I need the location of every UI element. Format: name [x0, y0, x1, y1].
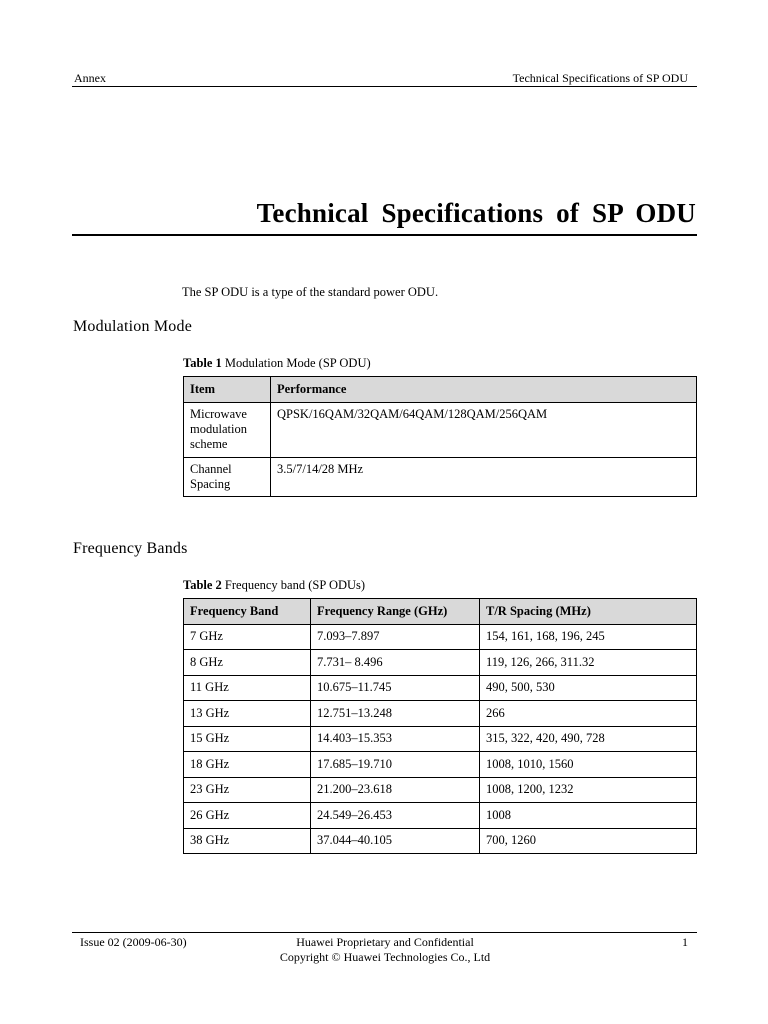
table-header-row — [184, 377, 697, 403]
table-1-label: Table 1 — [183, 356, 222, 370]
table-cell: 1008 — [480, 803, 697, 829]
table-cell: 24.549–26.453 — [311, 803, 480, 829]
column-header-item: Item — [184, 377, 271, 403]
footer-issue: Issue 02 (2009-06-30) — [80, 935, 187, 949]
header-annex-label: Annex — [74, 71, 106, 85]
table-row — [184, 650, 697, 676]
column-header-frequency-range: Frequency Range (GHz) — [311, 599, 480, 625]
table-cell: Channel Spacing — [184, 458, 271, 497]
table-cell: 23 GHz — [184, 777, 311, 803]
table-cell: 38 GHz — [184, 828, 311, 854]
table-row — [184, 675, 697, 701]
table-cell: 14.403–15.353 — [311, 726, 480, 752]
table-cell: 26 GHz — [184, 803, 311, 829]
table-2-caption — [183, 578, 365, 593]
table-cell: 12.751–13.248 — [311, 701, 480, 727]
title-underline — [72, 234, 697, 236]
table-row — [184, 803, 697, 829]
column-header-tr-spacing: T/R Spacing (MHz) — [480, 599, 697, 625]
intro-paragraph: The SP ODU is a type of the standard power ODU. — [182, 285, 439, 299]
modulation-mode-table — [183, 376, 697, 497]
page-number: 1 — [682, 935, 688, 949]
table-1-caption-text: Modulation Mode (SP ODU) — [224, 356, 371, 370]
footer-proprietary-line: Huawei Proprietary and Confidential — [296, 935, 474, 949]
frequency-bands-table — [183, 598, 697, 854]
table-header-row — [184, 599, 697, 625]
table-2-caption-text: Frequency band (SP ODUs) — [224, 578, 366, 592]
table-cell: 10.675–11.745 — [311, 675, 480, 701]
table-cell: 119, 126, 266, 311.32 — [480, 650, 697, 676]
table-cell: 7.731– 8.496 — [311, 650, 480, 676]
table-cell: 1008, 1200, 1232 — [480, 777, 697, 803]
table-cell: 21.200–23.618 — [311, 777, 480, 803]
table-cell: 7 GHz — [184, 624, 311, 650]
section-heading-frequency-bands: Frequency Bands — [73, 540, 188, 557]
table-row — [184, 403, 697, 458]
table-1-caption — [183, 356, 371, 371]
table-row — [184, 458, 697, 497]
table-cell: 7.093–7.897 — [311, 624, 480, 650]
table-cell: 315, 322, 420, 490, 728 — [480, 726, 697, 752]
table-cell: 8 GHz — [184, 650, 311, 676]
table-cell: 266 — [480, 701, 697, 727]
footer-divider — [72, 932, 697, 933]
table-cell: Microwave modulation scheme — [184, 403, 271, 458]
table-2-label: Table 2 — [183, 578, 222, 592]
table-cell: 37.044–40.105 — [311, 828, 480, 854]
table-cell: 3.5/7/14/28 MHz — [271, 458, 697, 497]
table-cell: 13 GHz — [184, 701, 311, 727]
table-cell: QPSK/16QAM/32QAM/64QAM/128QAM/256QAM — [271, 403, 697, 458]
footer-copyright — [220, 935, 550, 965]
page-title: Technical Specifications of SP ODU — [256, 198, 696, 228]
section-heading-modulation-mode: Modulation Mode — [73, 318, 192, 335]
table-row — [184, 752, 697, 778]
table-cell: 18 GHz — [184, 752, 311, 778]
table-row — [184, 777, 697, 803]
table-row — [184, 624, 697, 650]
header-divider — [72, 86, 697, 87]
column-header-performance: Performance — [271, 377, 697, 403]
table-row — [184, 701, 697, 727]
table-cell: 17.685–19.710 — [311, 752, 480, 778]
table-cell: 15 GHz — [184, 726, 311, 752]
table-cell: 700, 1260 — [480, 828, 697, 854]
table-row — [184, 828, 697, 854]
table-cell: 154, 161, 168, 196, 245 — [480, 624, 697, 650]
table-cell: 11 GHz — [184, 675, 311, 701]
footer-copyright-line: Copyright © Huawei Technologies Co., Ltd — [279, 950, 491, 964]
table-cell: 490, 500, 530 — [480, 675, 697, 701]
column-header-frequency-band: Frequency Band — [184, 599, 311, 625]
table-row — [184, 726, 697, 752]
table-cell: 1008, 1010, 1560 — [480, 752, 697, 778]
header-document-title: Technical Specifications of SP ODU — [512, 71, 688, 85]
